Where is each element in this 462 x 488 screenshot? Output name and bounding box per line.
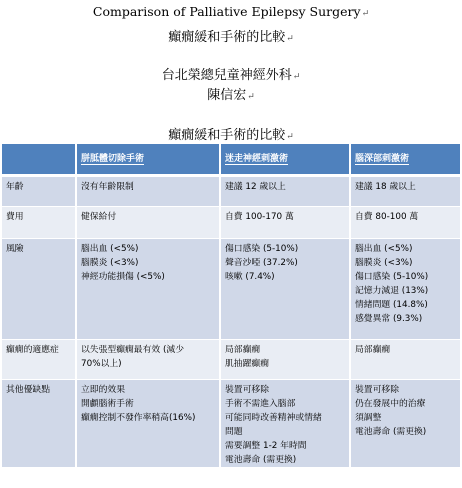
cell-line: 傷口感染 (5-10%) (355, 272, 429, 282)
cell-line: 自費 80-100 萬 (355, 212, 419, 222)
row-cost (2, 207, 460, 239)
cell-line: 自費 100-170 萬 (225, 212, 294, 222)
cell-line: 電池壽命 (需更換) (225, 455, 297, 465)
author-name: 陳信宏↵ (207, 88, 255, 103)
cell-line: 聲音沙啞 (37.2%) (225, 258, 298, 268)
cell-line: 以失張型癲癇最有效 (減少 (81, 345, 184, 355)
cell-line: 仍在發展中的治療 (355, 399, 426, 409)
header-cell-empty (2, 144, 76, 176)
cell-line: 感覺異常 (9.3%) (355, 314, 423, 324)
row-risk (2, 239, 460, 340)
cell-line: 腦膜炎 (<3%) (355, 258, 413, 268)
table-cell (220, 340, 350, 380)
row-label: 其他優缺點 (2, 380, 76, 468)
cell-line: 開顱腦術手術 (81, 399, 134, 409)
header-cell-dbs: 腦深部刺激術 (350, 144, 460, 176)
cell-line: 健保給付 (81, 212, 117, 222)
cell-line: 裝置可移除 (355, 385, 399, 395)
cell-line: 腦出血 (<5%) (355, 244, 413, 254)
cell-line: 建議 18 歲以上 (355, 182, 416, 192)
cell-line: 肌抽躍癲癇 (225, 359, 269, 369)
table-cell (350, 176, 460, 207)
cell-line: 電池壽命 (需更換) (355, 427, 427, 437)
title-chinese: 癲癇緩和手術的比較↵ (168, 30, 294, 45)
cell-line: 手術不需進入腦部 (225, 399, 296, 409)
comparison-table (2, 144, 460, 467)
cell-line: 可能同時改善精神或情緒 (225, 413, 322, 423)
row-label: 年齡 (2, 176, 76, 207)
table-cell (350, 207, 460, 239)
table-title: 癲癇緩和手術的比較↵ (168, 128, 294, 143)
table-cell (350, 380, 460, 468)
table-header-row (2, 144, 460, 176)
table-cell (220, 207, 350, 239)
cell-line: 腦出血 (<5%) (81, 244, 139, 254)
cell-line: 裝置可移除 (225, 385, 269, 395)
table-cell (76, 207, 220, 239)
table-cell (76, 340, 220, 380)
row-age (2, 176, 460, 207)
row-label: 癲癇的適應症 (2, 340, 76, 380)
cell-line: 腦膜炎 (<3%) (81, 258, 139, 268)
table-cell (76, 176, 220, 207)
header-cell-callosotomy: 胼胝體切除手術 (76, 144, 220, 176)
cell-line: 局部癲癇 (225, 345, 261, 355)
row-other (2, 380, 460, 468)
cell-line: 局部癲癇 (355, 345, 391, 355)
cell-line: 沒有年齡限制 (81, 182, 134, 192)
header-cell-vns: 迷走神經刺激術 (220, 144, 350, 176)
table-cell (220, 176, 350, 207)
department-name: 台北榮總兒童神經外科↵ (161, 68, 301, 83)
cell-line: 問題 (225, 427, 243, 437)
cell-line: 咳嗽 (7.4%) (225, 272, 275, 282)
table-cell (350, 239, 460, 340)
cell-line: 記憶力減退 (13%) (355, 286, 429, 296)
cell-line: 須調整 (355, 413, 382, 423)
cell-line: 情緒問題 (14.8%) (355, 300, 428, 310)
cell-line: 神經功能損傷 (<5%) (81, 272, 165, 282)
cell-line: 建議 12 歲以上 (225, 182, 286, 192)
cell-line: 70%以上) (81, 359, 122, 369)
cell-line: 傷口感染 (5-10%) (225, 244, 299, 254)
row-indication (2, 340, 460, 380)
row-label: 費用 (2, 207, 76, 239)
table-cell (76, 380, 220, 468)
title-english: Comparison of Palliative Epilepsy Surgery↵ (92, 4, 370, 19)
table-cell (350, 340, 460, 380)
row-label: 風險 (2, 239, 76, 340)
cell-line: 癲癇控制不發作率稍高(16%) (81, 413, 196, 423)
table-cell (220, 239, 350, 340)
cell-line: 需要調整 1-2 年時間 (225, 441, 307, 451)
cell-line: 立即的效果 (81, 385, 125, 395)
table-cell (76, 239, 220, 340)
table-cell (220, 380, 350, 468)
